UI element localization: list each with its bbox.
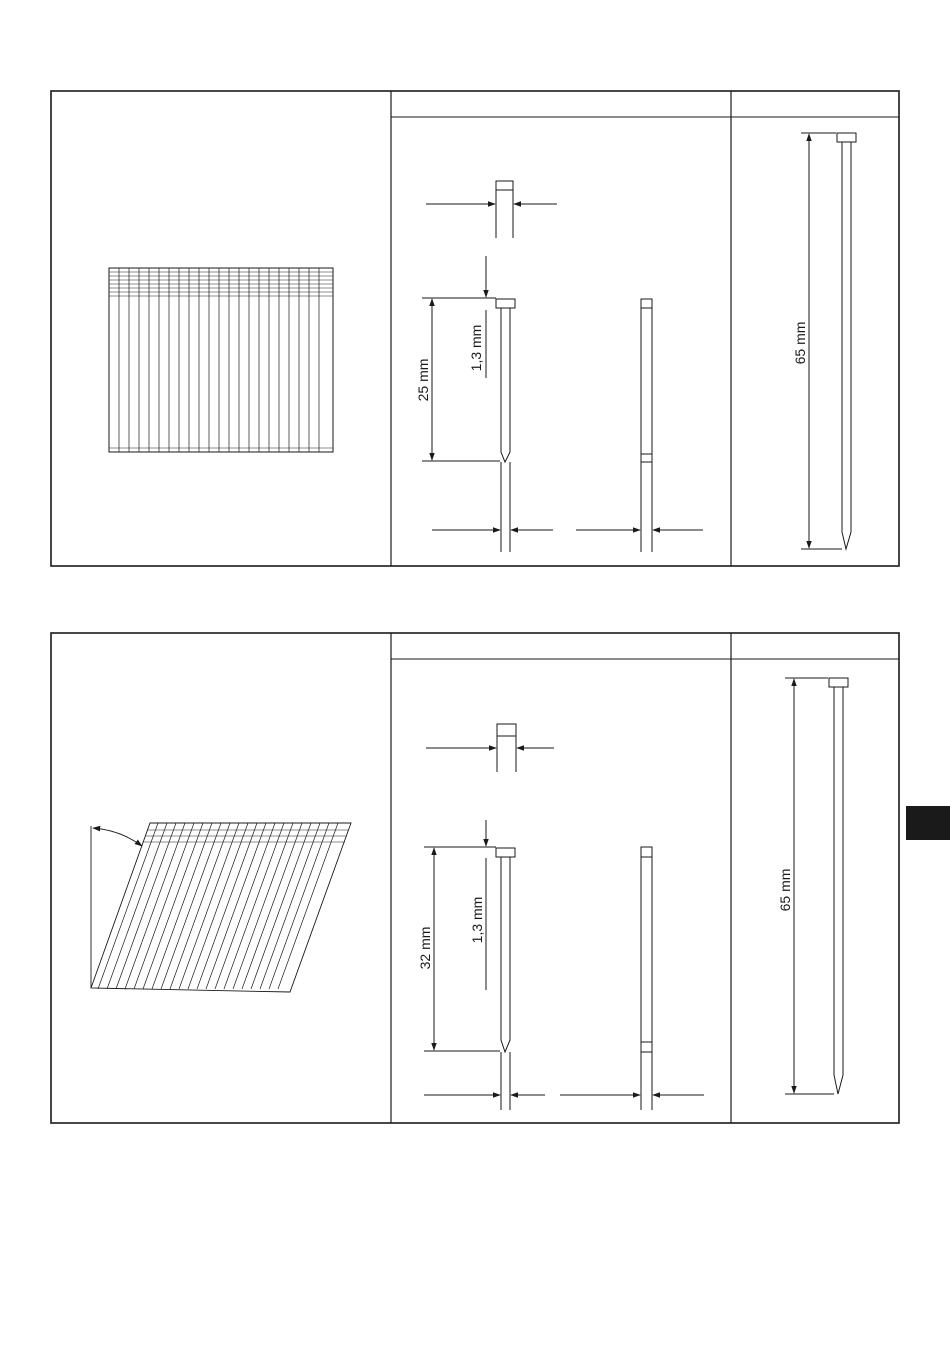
nail-length-label: 25 mm [415, 358, 431, 402]
nail-side-view [424, 820, 545, 1110]
nail-side-view [422, 256, 553, 552]
max-length-nail [785, 678, 848, 1094]
max-length-nail [801, 133, 856, 549]
nail-front-view [576, 299, 703, 552]
panel-frame [51, 633, 899, 1123]
max-length-label: 65 mm [777, 868, 793, 912]
max-length-label: 65 mm [792, 321, 808, 365]
nail-front-view [560, 847, 704, 1110]
head-width-detail [426, 724, 554, 772]
head-offset-label: 1,3 mm [469, 896, 485, 944]
panel-angled-nails [51, 633, 899, 1123]
head-width-detail [426, 181, 557, 238]
head-offset-label: 1,3 mm [468, 324, 484, 372]
section-tab-marker [906, 806, 950, 840]
straight-nail-strip [109, 268, 333, 452]
nail-length-label: 32 mm [417, 926, 433, 970]
angled-nail-strip [91, 823, 351, 992]
